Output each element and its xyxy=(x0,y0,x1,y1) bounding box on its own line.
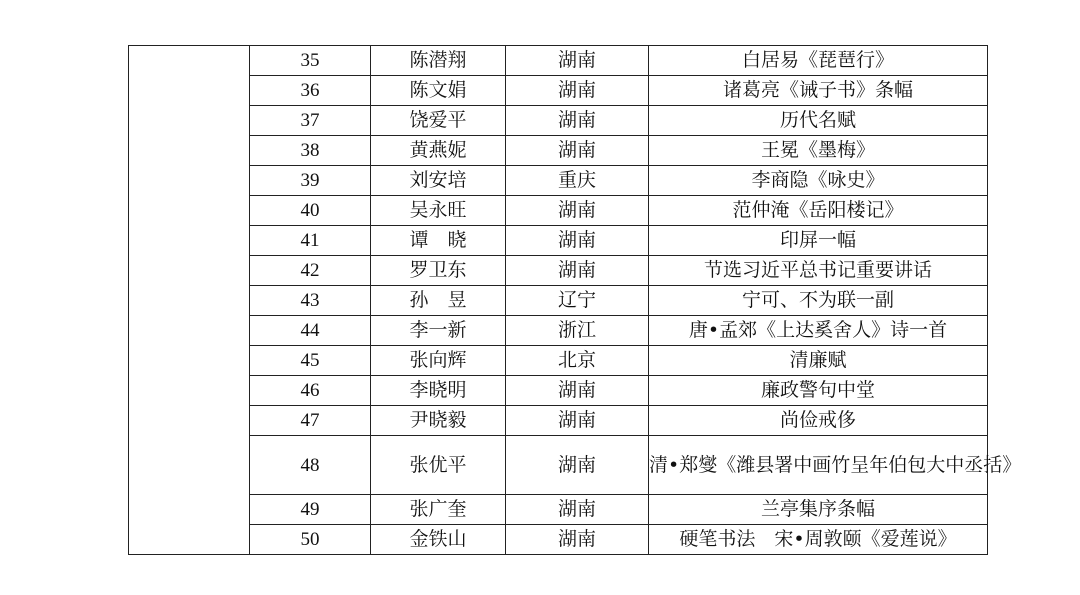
author-name: 李晓明 xyxy=(371,376,506,406)
row-number: 38 xyxy=(250,136,371,166)
work-title: 清•郑燮《潍县署中画竹呈年伯包大中丞括》 xyxy=(649,436,988,495)
table-row xyxy=(129,46,988,76)
author-region: 湖南 xyxy=(506,436,649,495)
row-number: 40 xyxy=(250,196,371,226)
author-name: 黄燕妮 xyxy=(371,136,506,166)
work-title: 范仲淹《岳阳楼记》 xyxy=(649,196,988,226)
table-row xyxy=(129,346,988,376)
author-name: 张向辉 xyxy=(371,346,506,376)
table-row xyxy=(129,106,988,136)
row-number: 43 xyxy=(250,286,371,316)
row-number: 45 xyxy=(250,346,371,376)
author-region: 湖南 xyxy=(506,196,649,226)
work-title: 白居易《琵琶行》 xyxy=(649,46,988,76)
author-region: 湖南 xyxy=(506,495,649,525)
row-number: 37 xyxy=(250,106,371,136)
row-number: 47 xyxy=(250,406,371,436)
work-title: 唐•孟郊《上达奚舍人》诗一首 xyxy=(649,316,988,346)
author-region: 湖南 xyxy=(506,106,649,136)
row-number: 48 xyxy=(250,436,371,495)
work-title: 兰亭集序条幅 xyxy=(649,495,988,525)
author-region: 湖南 xyxy=(506,376,649,406)
author-region: 浙江 xyxy=(506,316,649,346)
author-name: 吴永旺 xyxy=(371,196,506,226)
row-number: 39 xyxy=(250,166,371,196)
row-number: 35 xyxy=(250,46,371,76)
row-number: 46 xyxy=(250,376,371,406)
row-number: 50 xyxy=(250,525,371,555)
table-row xyxy=(129,525,988,555)
work-title: 李商隐《咏史》 xyxy=(649,166,988,196)
author-name: 陈文娟 xyxy=(371,76,506,106)
author-name: 谭 晓 xyxy=(371,226,506,256)
work-title: 硬笔书法 宋•周敦颐《爱莲说》 xyxy=(649,525,988,555)
work-title: 廉政警句中堂 xyxy=(649,376,988,406)
work-title: 节选习近平总书记重要讲话 xyxy=(649,256,988,286)
author-name: 孙 昱 xyxy=(371,286,506,316)
table-row xyxy=(129,406,988,436)
author-name: 饶爱平 xyxy=(371,106,506,136)
table-row xyxy=(129,76,988,106)
author-region: 湖南 xyxy=(506,46,649,76)
merged-category-cell xyxy=(129,46,250,555)
work-title: 历代名赋 xyxy=(649,106,988,136)
author-region: 湖南 xyxy=(506,406,649,436)
row-number: 44 xyxy=(250,316,371,346)
table-row xyxy=(129,256,988,286)
author-name: 尹晓毅 xyxy=(371,406,506,436)
author-region: 辽宁 xyxy=(506,286,649,316)
author-region: 湖南 xyxy=(506,525,649,555)
work-title: 尚俭戒侈 xyxy=(649,406,988,436)
author-name: 李一新 xyxy=(371,316,506,346)
table-row xyxy=(129,166,988,196)
row-number: 41 xyxy=(250,226,371,256)
table-row xyxy=(129,196,988,226)
work-title: 王冕《墨梅》 xyxy=(649,136,988,166)
table-row xyxy=(129,316,988,346)
work-title: 清廉赋 xyxy=(649,346,988,376)
table-row xyxy=(129,436,988,495)
table-row xyxy=(129,136,988,166)
entries-table xyxy=(128,45,1022,555)
author-region: 湖南 xyxy=(506,136,649,166)
author-name: 罗卫东 xyxy=(371,256,506,286)
author-region: 重庆 xyxy=(506,166,649,196)
work-title: 宁可、不为联一副 xyxy=(649,286,988,316)
table-row xyxy=(129,495,988,525)
author-region: 湖南 xyxy=(506,256,649,286)
table-row xyxy=(129,226,988,256)
work-title: 诸葛亮《诫子书》条幅 xyxy=(649,76,988,106)
author-name: 张优平 xyxy=(371,436,506,495)
author-region: 北京 xyxy=(506,346,649,376)
table-row xyxy=(129,286,988,316)
author-name: 陈潜翔 xyxy=(371,46,506,76)
table-row xyxy=(129,376,988,406)
author-name: 金铁山 xyxy=(371,525,506,555)
row-number: 42 xyxy=(250,256,371,286)
author-name: 张广奎 xyxy=(371,495,506,525)
table-body xyxy=(129,46,1022,555)
row-number: 36 xyxy=(250,76,371,106)
author-region: 湖南 xyxy=(506,226,649,256)
work-title: 印屏一幅 xyxy=(649,226,988,256)
author-name: 刘安培 xyxy=(371,166,506,196)
row-number: 49 xyxy=(250,495,371,525)
author-region: 湖南 xyxy=(506,76,649,106)
